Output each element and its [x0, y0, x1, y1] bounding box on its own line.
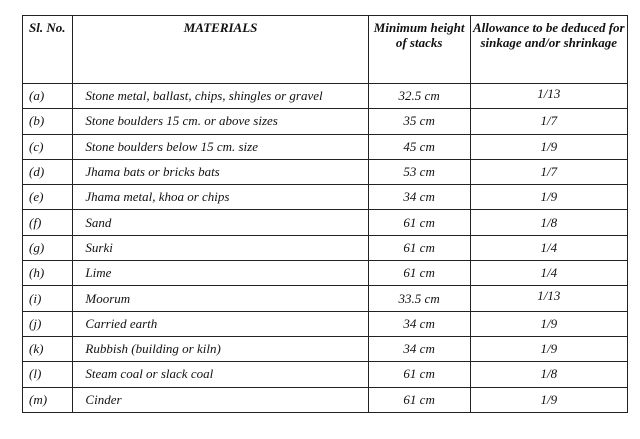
header-allowance: Allowance to be deduced for sinkage and/or shrinkage	[470, 16, 627, 84]
cell-allowance: 1/13	[470, 84, 627, 109]
cell-height: 53 cm	[368, 159, 470, 184]
cell-allowance: 1/9	[470, 311, 627, 336]
cell-sl: (a)	[23, 84, 73, 109]
cell-material: Jhama metal, khoa or chips	[73, 185, 368, 210]
table-row	[23, 84, 628, 109]
cell-height: 61 cm	[368, 387, 470, 412]
cell-sl: (f)	[23, 210, 73, 235]
table-row	[23, 109, 628, 134]
cell-height: 33.5 cm	[368, 286, 470, 311]
table-header	[23, 16, 628, 84]
header-materials: MATERIALS	[73, 16, 368, 84]
cell-material: Stone metal, ballast, chips, shingles or gravel	[73, 84, 368, 109]
table-row	[23, 286, 628, 311]
cell-sl: (h)	[23, 261, 73, 286]
cell-material: Stone boulders 15 cm. or above sizes	[73, 109, 368, 134]
cell-height: 35 cm	[368, 109, 470, 134]
cell-sl: (l)	[23, 362, 73, 387]
cell-height: 61 cm	[368, 261, 470, 286]
table-row	[23, 159, 628, 184]
header-row	[23, 16, 628, 84]
cell-height: 34 cm	[368, 185, 470, 210]
cell-allowance: 1/9	[470, 185, 627, 210]
cell-allowance: 1/9	[470, 336, 627, 361]
cell-material: Jhama bats or bricks bats	[73, 159, 368, 184]
table-row	[23, 235, 628, 260]
cell-height: 45 cm	[368, 134, 470, 159]
cell-material: Steam coal or slack coal	[73, 362, 368, 387]
table-row	[23, 387, 628, 412]
cell-material: Stone boulders below 15 cm. size	[73, 134, 368, 159]
cell-material: Cinder	[73, 387, 368, 412]
header-sl-no: Sl. No.	[23, 16, 73, 84]
cell-allowance: 1/4	[470, 261, 627, 286]
table-row	[23, 362, 628, 387]
cell-allowance: 1/8	[470, 362, 627, 387]
cell-material: Rubbish (building or kiln)	[73, 336, 368, 361]
cell-allowance: 1/13	[470, 286, 627, 311]
table-row	[23, 185, 628, 210]
materials-table	[22, 15, 628, 413]
cell-sl: (g)	[23, 235, 73, 260]
cell-material: Carried earth	[73, 311, 368, 336]
cell-allowance: 1/8	[470, 210, 627, 235]
table-row	[23, 134, 628, 159]
header-min-height: Minimum height of stacks	[368, 16, 470, 84]
cell-material: Lime	[73, 261, 368, 286]
cell-allowance: 1/7	[470, 109, 627, 134]
cell-height: 32.5 cm	[368, 84, 470, 109]
cell-sl: (c)	[23, 134, 73, 159]
cell-sl: (i)	[23, 286, 73, 311]
cell-sl: (m)	[23, 387, 73, 412]
cell-sl: (d)	[23, 159, 73, 184]
cell-sl: (e)	[23, 185, 73, 210]
cell-sl: (j)	[23, 311, 73, 336]
table-row	[23, 311, 628, 336]
cell-material: Surki	[73, 235, 368, 260]
cell-height: 34 cm	[368, 336, 470, 361]
cell-height: 61 cm	[368, 362, 470, 387]
cell-allowance: 1/7	[470, 159, 627, 184]
table-row	[23, 261, 628, 286]
table-row	[23, 336, 628, 361]
cell-allowance: 1/9	[470, 134, 627, 159]
cell-sl: (b)	[23, 109, 73, 134]
cell-height: 61 cm	[368, 235, 470, 260]
cell-allowance: 1/9	[470, 387, 627, 412]
cell-allowance: 1/4	[470, 235, 627, 260]
table-row	[23, 210, 628, 235]
cell-height: 61 cm	[368, 210, 470, 235]
cell-sl: (k)	[23, 336, 73, 361]
cell-material: Sand	[73, 210, 368, 235]
table-body	[23, 84, 628, 413]
cell-height: 34 cm	[368, 311, 470, 336]
cell-material: Moorum	[73, 286, 368, 311]
